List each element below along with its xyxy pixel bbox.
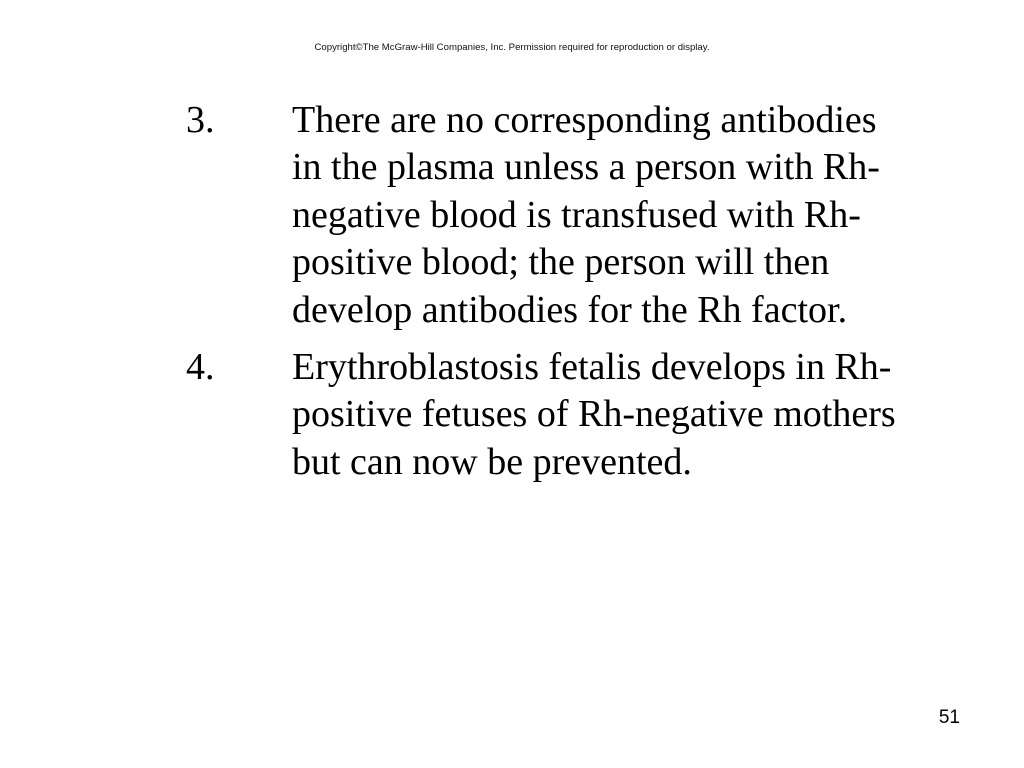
list-item bbox=[0, 344, 1024, 486]
page-number: 51 bbox=[938, 707, 960, 728]
list-item-line: negative blood is transfused with Rh- bbox=[292, 193, 861, 236]
list-item-line: in the plasma unless a person with Rh- bbox=[292, 146, 880, 189]
list-item-line: positive fetuses of Rh-negative mothers bbox=[292, 393, 896, 436]
list-item-line: Erythroblastosis fetalis develops in Rh- bbox=[292, 346, 892, 389]
numbered-list bbox=[0, 97, 1024, 486]
list-item-number: 4. bbox=[186, 346, 215, 389]
list-item bbox=[0, 97, 1024, 334]
list-item-line: There are no corresponding antibodies bbox=[292, 99, 877, 141]
list-item-line: but can now be prevented. bbox=[292, 440, 692, 483]
list-item-number: 3. bbox=[186, 99, 215, 141]
list-item-line: positive blood; the person will then bbox=[292, 241, 830, 284]
copyright-notice: Copyright©The McGraw-Hill Companies, Inc. Permission required for reproduction or display. bbox=[314, 42, 710, 53]
list-item-line: develop antibodies for the Rh factor. bbox=[292, 288, 848, 331]
